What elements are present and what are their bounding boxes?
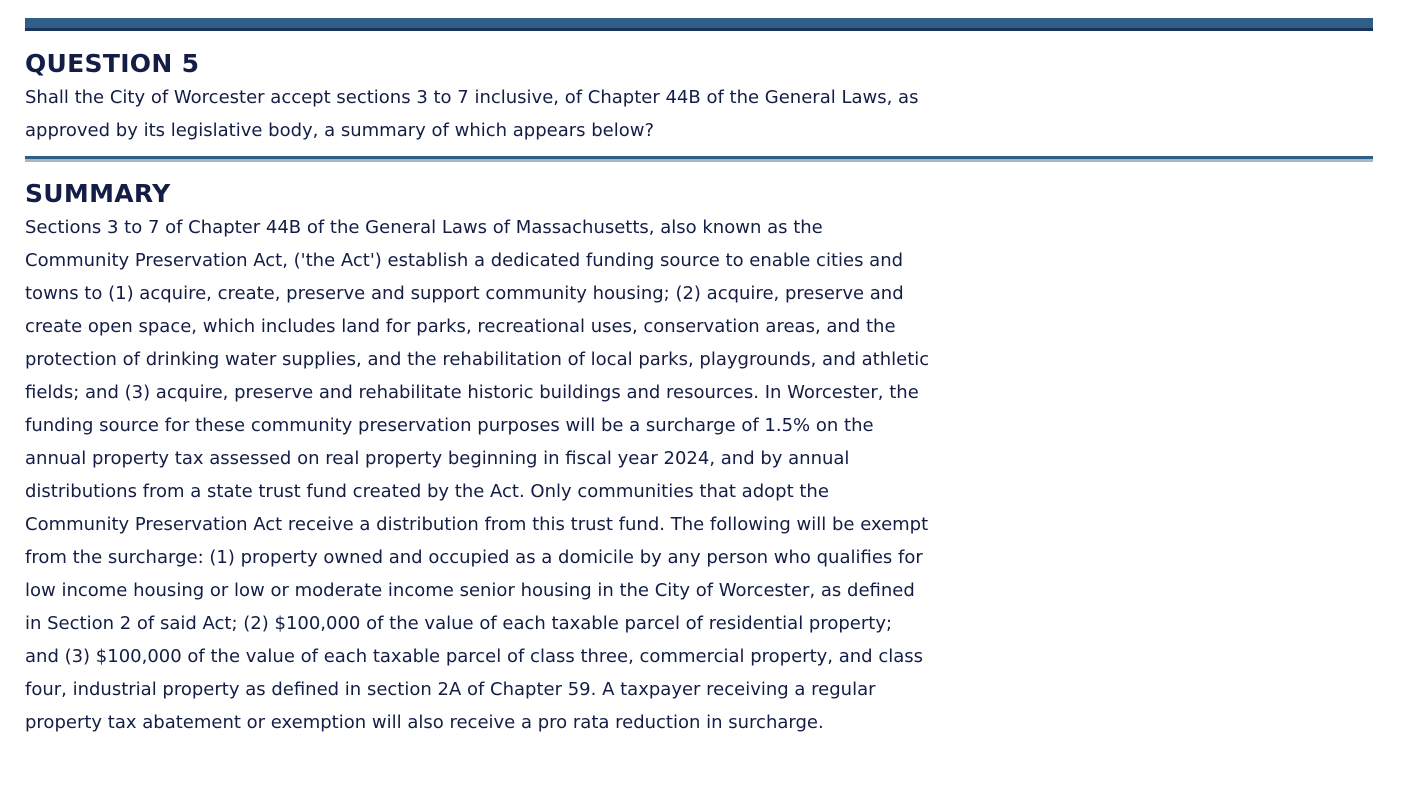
summary-heading: SUMMARY — [25, 179, 171, 208]
summary-line: and (3) $100,000 of the value of each taxable parcel of class three, commercial property, and class — [25, 646, 923, 667]
question-line: approved by its legislative body, a summary of which appears below? — [25, 120, 655, 141]
summary-line: from the surcharge: (1) property owned and occupied as a domicile by any person who qualifies for — [25, 547, 923, 568]
summary-line: create open space, which includes land for parks, recreational uses, conservation areas, and the — [25, 316, 896, 337]
question-heading: QUESTION 5 — [25, 49, 200, 78]
summary-line: in Section 2 of said Act; (2) $100,000 of the value of each taxable parcel of residential property; — [25, 613, 893, 634]
summary-line: distributions from a state trust fund created by the Act. Only communities that adopt the — [25, 481, 829, 502]
section-divider — [25, 156, 1373, 162]
summary-line: fields; and (3) acquire, preserve and rehabilitate historic buildings and resources. In Worcester, the — [25, 382, 919, 403]
summary-line: four, industrial property as defined in section 2A of Chapter 59. A taxpayer receiving a regular — [25, 679, 876, 700]
summary-line: annual property tax assessed on real property beginning in fiscal year 2024, and by annual — [25, 448, 850, 469]
summary-line: Community Preservation Act receive a distribution from this trust fund. The following will be exempt — [25, 514, 929, 535]
question-text — [25, 81, 1385, 147]
summary-line: towns to (1) acquire, create, preserve and support community housing; (2) acquire, preserve and — [25, 283, 904, 304]
summary-line: low income housing or low or moderate income senior housing in the City of Worcester, as defined — [25, 580, 915, 601]
top-rule — [25, 18, 1373, 31]
summary-text — [25, 211, 1385, 739]
summary-line: property tax abatement or exemption will also receive a pro rata reduction in surcharge. — [25, 712, 824, 733]
summary-line: Sections 3 to 7 of Chapter 44B of the General Laws of Massachusetts, also known as the — [25, 217, 823, 238]
question-line: Shall the City of Worcester accept sections 3 to 7 inclusive, of Chapter 44B of the General Laws, as — [25, 87, 919, 108]
summary-line: funding source for these community preservation purposes will be a surcharge of 1.5% on the — [25, 415, 874, 436]
summary-line: Community Preservation Act, ('the Act') establish a dedicated funding source to enable cities and — [25, 250, 904, 271]
summary-line: protection of drinking water supplies, and the rehabilitation of local parks, playgrounds, and athletic — [25, 349, 930, 370]
